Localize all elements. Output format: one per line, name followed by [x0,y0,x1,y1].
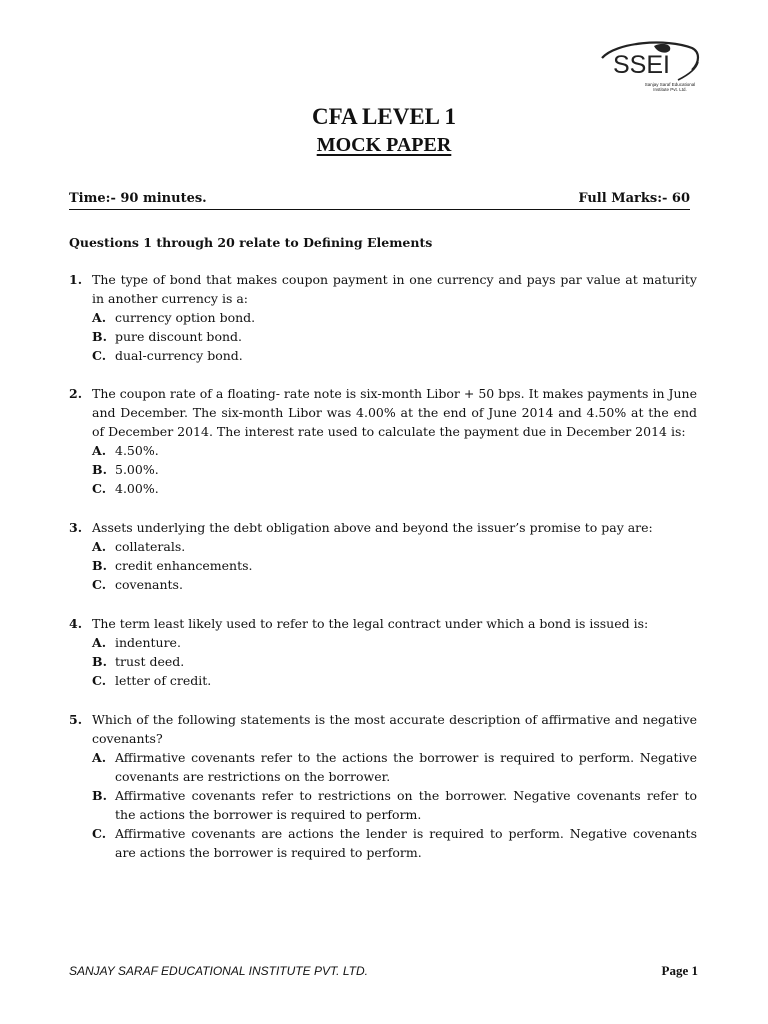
option-letter: C. [92,348,107,363]
marks-label: Full Marks:- 60 [578,191,690,206]
question-number: 5. [69,712,83,727]
question-text: Which of the following statements is the most accurate description of affirmative and negative covenants? [92,712,697,746]
option-text: currency option bond. [115,310,256,325]
logo-subtext: Sanjay Saraf Educational Institute Pvt. Ltd. [644,82,696,92]
option-letter: A. [92,539,107,554]
option-letter: A. [92,750,107,765]
option-letter: C. [92,577,107,592]
option-letter: B. [92,462,107,477]
question-text: The term least likely used to refer to the legal contract under which a bond is issued is: [92,616,649,631]
option-text: 5.00%. [115,462,159,477]
option-b [92,786,697,824]
option-c [92,575,697,594]
section-heading: Questions 1 through 20 relate to Defining Elements [69,235,433,250]
option-text: pure discount bond. [115,329,242,344]
time-label: Time:- 90 minutes. [69,191,207,206]
exam-info-bar [69,191,690,210]
option-text: dual-currency bond. [115,348,243,363]
option-c [92,671,697,690]
question-text: The type of bond that makes coupon payment in one currency and pays par value at maturity in another currency is a: [92,272,697,306]
option-a [92,308,697,327]
question-3 [69,518,697,594]
option-letter: C. [92,826,107,841]
option-c [92,479,697,498]
option-text: 4.50%. [115,443,159,458]
question-text: The coupon rate of a floating- rate note is six-month Libor + 50 bps. It makes payments in June and December. The six-month Libor was 4.00% at the end of June 2014 and 4.50% at the end of December 2014. The interest rate used to calculate the payment due in December 2014 is: [92,386,697,439]
question-number: 1. [69,272,83,287]
option-text: Affirmative covenants are actions the lender is required to perform. Negative covenants are actions the borrower is required to perform. [115,826,697,860]
page-title: CFA LEVEL 1 [312,104,456,129]
option-a [92,537,697,556]
option-b [92,460,697,479]
option-b [92,327,697,346]
option-text: 4.00%. [115,481,159,496]
option-text: indenture. [115,635,181,650]
option-a [92,748,697,786]
footer-institute: SANJAY SARAF EDUCATIONAL INSTITUTE PVT. LTD. [69,964,368,978]
option-letter: C. [92,673,107,688]
question-number: 3. [69,520,83,535]
option-text: trust deed. [115,654,185,669]
option-text: credit enhancements. [115,558,253,573]
option-letter: C. [92,481,107,496]
option-c [92,346,697,365]
question-4 [69,614,697,690]
question-1 [69,270,697,365]
option-letter: A. [92,635,107,650]
option-letter: A. [92,443,107,458]
option-text: Affirmative covenants refer to the actions the borrower is required to perform. Negative covenants are restrictions on the borrower. [115,750,697,784]
option-letter: A. [92,310,107,325]
option-text: Affirmative covenants refer to restrictions on the borrower. Negative covenants refer to the actions the borrower is required to perform. [115,788,697,822]
logo-text: SSEI [613,51,670,79]
option-b [92,556,697,575]
question-5 [69,710,697,862]
option-a [92,441,697,460]
question-number: 4. [69,616,83,631]
option-letter: B. [92,329,107,344]
page-subtitle: MOCK PAPER [316,134,452,156]
option-text: letter of credit. [115,673,212,688]
option-letter: B. [92,788,107,803]
option-b [92,652,697,671]
question-number: 2. [69,386,83,401]
page-number: Page 1 [661,963,698,978]
question-text: Assets underlying the debt obligation above and beyond the issuer’s promise to pay are: [92,520,653,535]
option-text: collaterals. [115,539,186,554]
option-letter: B. [92,654,107,669]
option-letter: B. [92,558,107,573]
option-a [92,633,697,652]
option-c [92,824,697,862]
question-2 [69,384,697,498]
option-text: covenants. [115,577,183,592]
